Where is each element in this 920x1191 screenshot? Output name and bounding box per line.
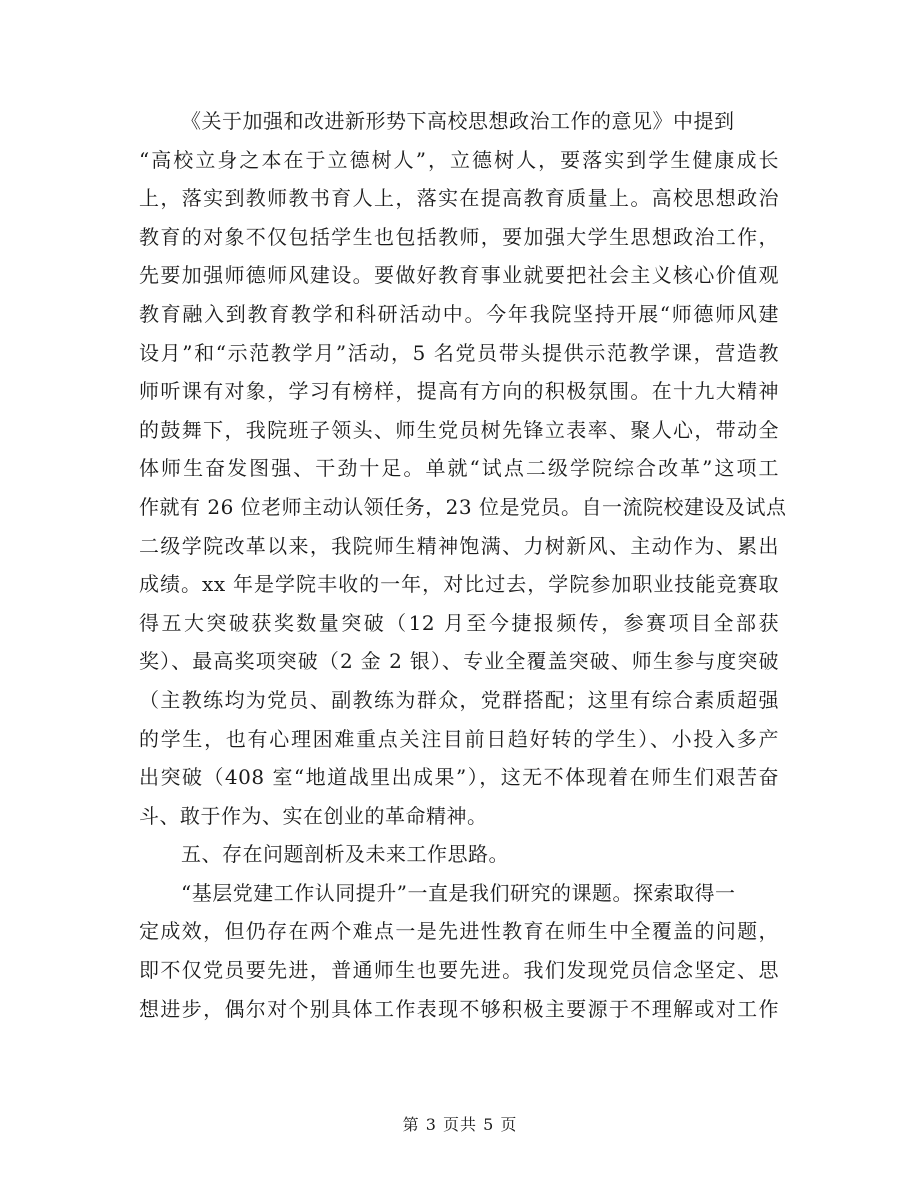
text-line: 设月”和“示范教学月”活动，5 名党员带头提供示范教学课，营造教 bbox=[139, 340, 779, 365]
text-line: 上，落实到教师教书育人上，落实在提高教育质量上。高校思想政治 bbox=[139, 186, 779, 211]
text-line: 想进步，偶尔对个别具体工作表现不够积极主要源于不理解或对工作 bbox=[139, 996, 779, 1021]
text-line: 奖）、最高奖项突破（2 金 2 银）、专业全覆盖突破、师生参与度突破 bbox=[139, 649, 779, 674]
text-line: 二级学院改革以来，我院师生精神饱满、力树新风、主动作为、累出 bbox=[139, 533, 779, 558]
text-line: 的学生，也有心理困难重点关注目前日趋好转的学生）、小投入多产 bbox=[139, 726, 779, 751]
section-heading: 五、存在问题剖析及未来工作思路。 bbox=[181, 842, 509, 867]
text-line: 出突破（408 室“地道战里出成果”），这无不体现着在师生们艰苦奋 bbox=[139, 765, 779, 790]
text-line: 得五大突破获奖数量突破（12 月至今捷报频传，参赛项目全部获 bbox=[139, 610, 779, 635]
page-number-footer: 第 3 页共 5 页 bbox=[402, 1115, 518, 1134]
text-line: 即不仅党员要先进，普通师生也要先进。我们发现党员信念坚定、思 bbox=[139, 958, 779, 983]
text-line: 定成效，但仍存在两个难点一是先进性教育在师生中全覆盖的问题， bbox=[139, 919, 779, 944]
text-line: “高校立身之本在于立德树人”，立德树人，要落实到学生健康成长 bbox=[139, 147, 779, 172]
document-body bbox=[139, 102, 787, 1028]
text-line: （主教练均为党员、副教练为群众，党群搭配；这里有综合素质超强 bbox=[139, 687, 779, 712]
text-line: 教育融入到教育教学和科研活动中。今年我院坚持开展“师德师风建 bbox=[139, 301, 779, 326]
text-line: “基层党建工作认同提升”一直是我们研究的课题。探索取得一 bbox=[181, 880, 736, 905]
text-line: 教育的对象不仅包括学生也包括教师，要加强大学生思想政治工作， bbox=[139, 224, 779, 249]
text-line: 的鼓舞下，我院班子领头、师生党员树先锋立表率、聚人心，带动全 bbox=[139, 417, 779, 442]
text-line: 师听课有对象，学习有榜样，提高有方向的积极氛围。在十九大精神 bbox=[139, 379, 779, 404]
text-line: 体师生奋发图强、干劲十足。单就“试点二级学院综合改革”这项工 bbox=[139, 456, 779, 481]
text-line: 先要加强师德师风建设。要做好教育事业就要把社会主义核心价值观 bbox=[139, 263, 779, 288]
text-line: 作就有 26 位老师主动认领任务，23 位是党员。自一流院校建设及试点 bbox=[139, 494, 787, 519]
text-line: 成绩。xx 年是学院丰收的一年，对比过去，学院参加职业技能竞赛取 bbox=[139, 572, 779, 597]
text-line: 《关于加强和改进新形势下高校思想政治工作的意见》中提到 bbox=[181, 109, 735, 133]
text-line: 斗、敢于作为、实在创业的革命精神。 bbox=[139, 803, 488, 828]
